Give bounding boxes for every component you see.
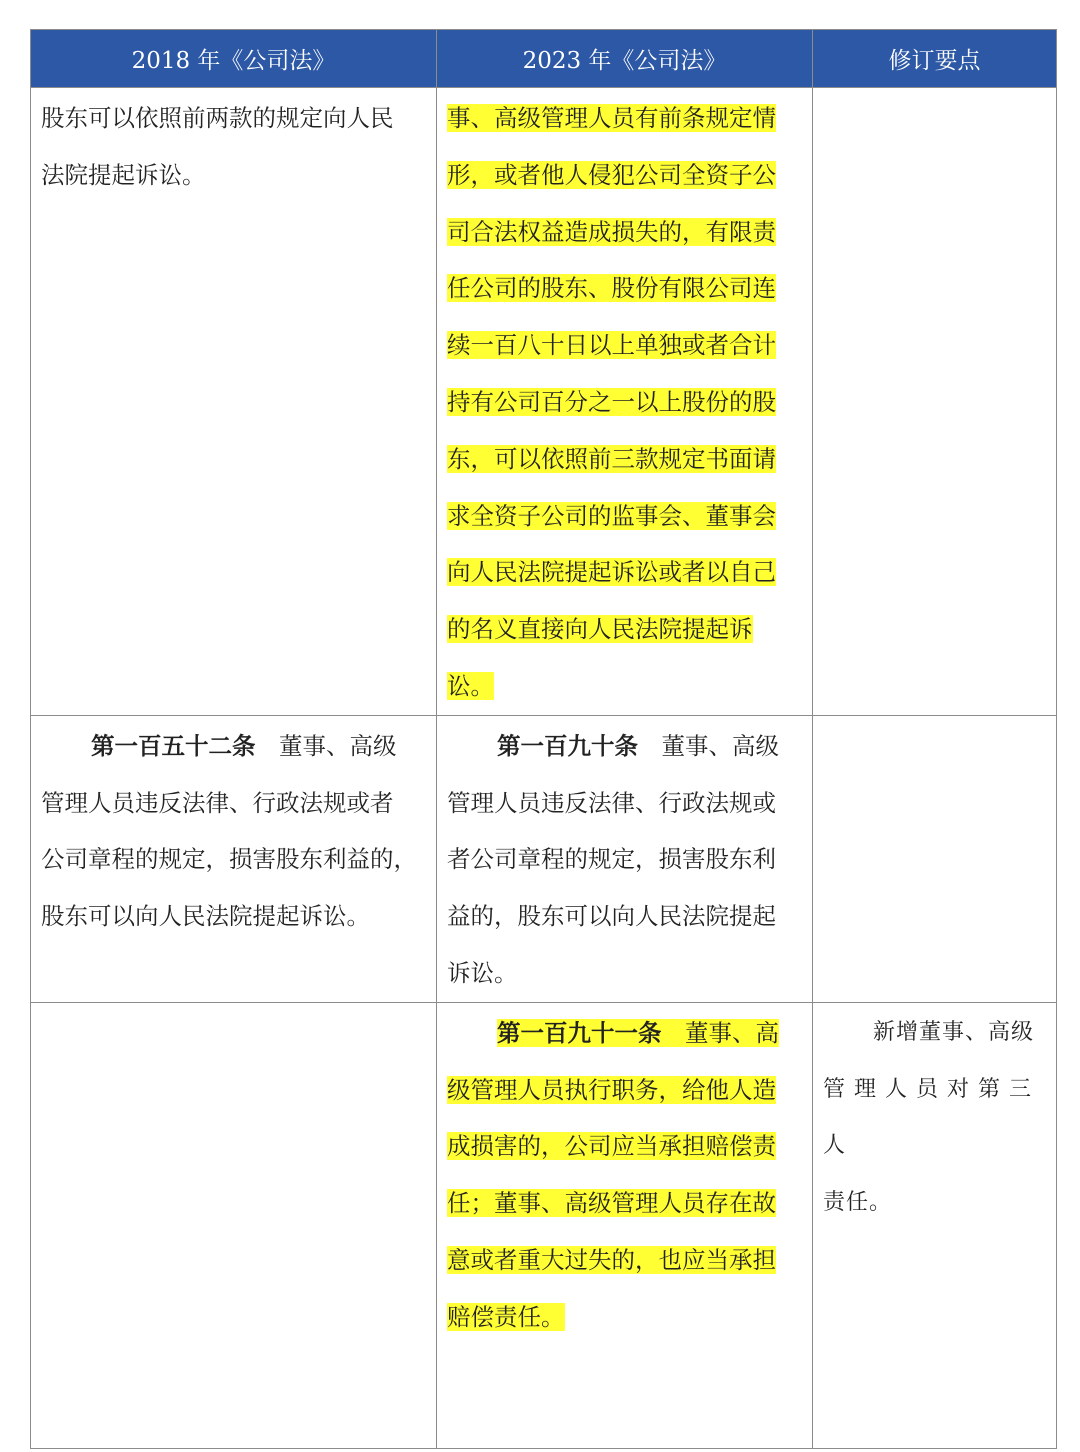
highlighted-line: 形，或者他人侵犯公司全资子公	[447, 160, 776, 189]
highlighted-line: 意或者重大过失的，也应当承担	[447, 1245, 776, 1274]
new-law-cell	[437, 1002, 813, 1448]
text-line: 董事、高级	[661, 731, 779, 760]
highlighted-line: 的名义直接向人民法院提起诉	[447, 615, 753, 644]
header-2018: 2018 年《公司法》	[31, 30, 437, 88]
highlighted-line: 级管理人员执行职务，给他人造	[447, 1075, 776, 1104]
highlighted-line: 董事、高	[685, 1018, 779, 1047]
text-line: 董事、高级	[279, 731, 397, 760]
table-row	[31, 715, 1057, 1002]
highlighted-line: 续一百八十日以上单独或者合计	[447, 331, 776, 360]
table-row	[31, 88, 1057, 716]
highlighted-line: 讼。	[447, 671, 494, 700]
text-line: 股东可以依照前两款的规定向人民	[41, 104, 394, 132]
highlighted-line: 赔偿责任。	[447, 1302, 565, 1331]
note-cell	[813, 715, 1057, 1002]
note-cell	[813, 88, 1057, 716]
highlighted-line: 任；董事、高级管理人员存在故	[447, 1189, 776, 1218]
new-law-cell	[437, 88, 813, 716]
header-revision-points: 修订要点	[813, 30, 1057, 88]
new-law-cell	[437, 715, 813, 1002]
highlighted-line: 司合法权益造成损失的，有限责	[447, 217, 776, 246]
text-line: 股东可以向人民法院提起诉讼。	[41, 902, 370, 931]
note-cell	[813, 1002, 1057, 1448]
revision-note: 新增董事、高级	[873, 1019, 1035, 1045]
revision-note: 管 理 人 员 对 第 三 人	[823, 1076, 1032, 1159]
text-line: 诉讼。	[447, 958, 518, 987]
revision-note: 责任。	[823, 1190, 893, 1216]
table-row	[31, 1002, 1057, 1448]
old-law-cell	[31, 715, 437, 1002]
highlighted-line: 成损害的，公司应当承担赔偿责	[447, 1132, 776, 1161]
highlighted-line: 事、高级管理人员有前条规定情	[447, 104, 776, 132]
header-2023: 2023 年《公司法》	[437, 30, 813, 88]
old-law-cell	[31, 88, 437, 716]
old-law-cell	[31, 1002, 437, 1448]
text-line: 者公司章程的规定，损害股东利	[447, 845, 776, 874]
text-line: 益的，股东可以向人民法院提起	[447, 902, 776, 931]
text-line: 管理人员违反法律、行政法规或	[447, 788, 776, 817]
highlighted-line: 持有公司百分之一以上股份的股	[447, 387, 776, 416]
text-line: 公司章程的规定，损害股东利益的，	[41, 845, 417, 874]
comparison-table	[30, 29, 1057, 1449]
highlighted-line: 东，可以依照前三款规定书面请	[447, 444, 776, 473]
highlighted-line: 向人民法院提起诉讼或者以自己	[447, 558, 776, 587]
highlighted-line: 任公司的股东、股份有限公司连	[447, 274, 776, 303]
article-number: 第一百五十二条	[91, 731, 256, 760]
article-number: 第一百九十条	[497, 731, 638, 760]
header-row	[31, 30, 1057, 88]
text-line: 管理人员违反法律、行政法规或者	[41, 788, 394, 817]
highlighted-line: 求全资子公司的监事会、董事会	[447, 501, 776, 530]
article-number: 第一百九十一条	[497, 1018, 662, 1047]
text-line: 法院提起诉讼。	[41, 160, 206, 189]
